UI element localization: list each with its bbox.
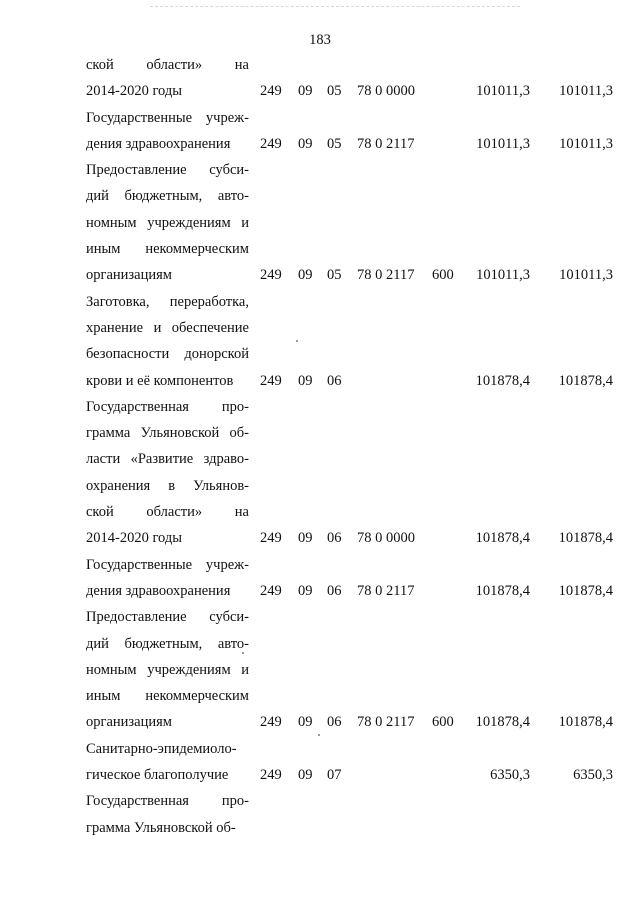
code-ved: 249 [260, 767, 282, 784]
row-description-line: Предоставление субси- [86, 162, 249, 179]
table-line [0, 210, 640, 236]
code-csr: 78 0 0000 [357, 530, 415, 547]
sum-2020: 101878,4 [558, 530, 613, 547]
table-row [0, 736, 640, 789]
code-vr: 600 [432, 267, 454, 284]
row-description-line: гическое благополучие [86, 767, 229, 784]
code-pr: 05 [327, 267, 342, 284]
table-line [0, 236, 640, 262]
table-line [0, 52, 640, 78]
row-description-line: Санитарно-эпидемиоло- [86, 740, 237, 757]
code-csr [357, 762, 427, 788]
row-description-line: Государственные учреж- [86, 109, 249, 126]
table-line [0, 368, 640, 394]
code-ved: 249 [260, 582, 282, 599]
table-row [0, 105, 640, 158]
table-line [0, 262, 640, 288]
table-row [0, 289, 640, 394]
sum-2019: 101878,4 [475, 714, 530, 731]
row-description-line: номным учреждениям и [86, 214, 249, 231]
row-description-line: охранения в Ульянов- [86, 477, 249, 494]
code-ved: 249 [260, 135, 282, 152]
row-description-line: организациям [86, 714, 172, 731]
table-line [0, 762, 640, 788]
row-description-line: 2014-2020 годы [86, 530, 182, 547]
row-description-line: Предоставление субси- [86, 609, 249, 626]
code-rz: 09 [298, 83, 313, 100]
sum-2019: 101011,3 [476, 135, 530, 152]
code-rz: 09 [298, 582, 313, 599]
row-description-line: номным учреждениям и [86, 661, 249, 678]
table-row [0, 394, 640, 552]
code-pr: 05 [327, 83, 342, 100]
row-description-line: Государственная про- [86, 398, 249, 415]
table-row [0, 552, 640, 605]
sum-2019: 101878,4 [475, 530, 530, 547]
scan-header-marks [150, 6, 520, 9]
row-description-line: Государственная про- [86, 793, 249, 810]
row-description-line: Государственные учреж- [86, 556, 249, 573]
table-line [0, 78, 640, 104]
row-description-line: дения здравоохранения [86, 582, 231, 599]
row-description-line: дения здравоохранения [86, 135, 231, 152]
table-line [0, 631, 640, 657]
code-pr: 06 [327, 372, 342, 389]
row-description-line: ской области» на [86, 57, 249, 73]
sum-2019: 101878,4 [475, 582, 530, 599]
code-pr: 06 [327, 582, 342, 599]
code-rz: 09 [298, 267, 313, 284]
table-line [0, 525, 640, 551]
row-description-line: грамма Ульяновской об- [86, 819, 236, 836]
table-row [0, 788, 640, 841]
code-pr [327, 815, 349, 841]
code-ved: 249 [260, 530, 282, 547]
sum-2020: 101878,4 [558, 714, 613, 731]
row-description-line: ласти «Развитие здраво- [86, 451, 249, 468]
table-row [0, 52, 640, 105]
code-ved: 249 [260, 372, 282, 389]
table-line [0, 604, 640, 630]
code-rz: 09 [298, 135, 313, 152]
row-description-line: крови и её компонентов [86, 372, 234, 389]
table-line [0, 736, 640, 762]
code-rz: 09 [298, 372, 313, 389]
page-number: 183 [309, 32, 331, 48]
table-line [0, 446, 640, 472]
code-ved [260, 815, 290, 841]
code-csr: 78 0 2117 [357, 135, 415, 152]
row-description-line: дий бюджетным, авто- [86, 188, 249, 205]
row-description-line: иным некоммерческим [86, 688, 249, 705]
sum-2019 [455, 815, 530, 841]
code-csr: 78 0 2117 [357, 582, 415, 599]
table-line [0, 131, 640, 157]
code-rz: 09 [298, 530, 313, 547]
code-rz [298, 815, 320, 841]
code-pr: 06 [327, 530, 342, 547]
table-row [0, 604, 640, 735]
table-line [0, 157, 640, 183]
sum-2020: 101878,4 [558, 582, 613, 599]
code-csr: 78 0 2117 [357, 267, 415, 284]
sum-2019: 101011,3 [476, 83, 530, 100]
table-line [0, 788, 640, 814]
sum-2020 [540, 815, 613, 841]
sum-2020: 101011,3 [559, 135, 613, 152]
code-pr: 07 [327, 767, 342, 784]
table-line [0, 552, 640, 578]
code-ved: 249 [260, 267, 282, 284]
row-description-line: ской области» на [86, 504, 249, 521]
sum-2020: 101011,3 [559, 83, 613, 100]
row-description-line: организациям [86, 267, 172, 284]
table-line [0, 420, 640, 446]
code-csr: 78 0 0000 [357, 83, 415, 100]
table-line [0, 394, 640, 420]
code-vr: 600 [432, 714, 454, 731]
table-line [0, 578, 640, 604]
sum-2019: 101011,3 [476, 267, 530, 284]
table-row [0, 157, 640, 288]
table-line [0, 289, 640, 315]
sum-2020: 101011,3 [559, 267, 613, 284]
code-rz: 09 [298, 767, 313, 784]
sum-2020: 101878,4 [558, 372, 613, 389]
code-ved: 249 [260, 714, 282, 731]
scan-speck [296, 340, 298, 342]
code-pr: 05 [327, 135, 342, 152]
scan-speck [242, 652, 244, 654]
row-description-line: безопасности донорской [86, 346, 249, 363]
row-description-line: грамма Ульяновской об- [86, 425, 249, 442]
table-line [0, 315, 640, 341]
scan-speck [318, 734, 320, 736]
code-pr: 06 [327, 714, 342, 731]
budget-table [0, 52, 640, 841]
table-line [0, 815, 640, 841]
table-line [0, 499, 640, 525]
table-line [0, 105, 640, 131]
table-line [0, 709, 640, 735]
code-csr [357, 368, 427, 394]
table-line [0, 473, 640, 499]
code-ved: 249 [260, 83, 282, 100]
table-line [0, 183, 640, 209]
table-line [0, 683, 640, 709]
row-description-line: иным некоммерческим [86, 241, 249, 258]
table-line [0, 341, 640, 367]
row-description-line: дий бюджетным, авто- [86, 635, 249, 652]
row-description-line: Заготовка, переработка, [86, 293, 249, 310]
sum-2020: 6350,3 [573, 767, 613, 784]
row-description-line: 2014-2020 годы [86, 83, 182, 100]
sum-2019: 6350,3 [490, 767, 530, 784]
row-description-line: хранение и обеспечение [86, 319, 249, 336]
code-csr [357, 815, 427, 841]
code-csr: 78 0 2117 [357, 714, 415, 731]
table-line [0, 657, 640, 683]
code-rz: 09 [298, 714, 313, 731]
sum-2019: 101878,4 [475, 372, 530, 389]
